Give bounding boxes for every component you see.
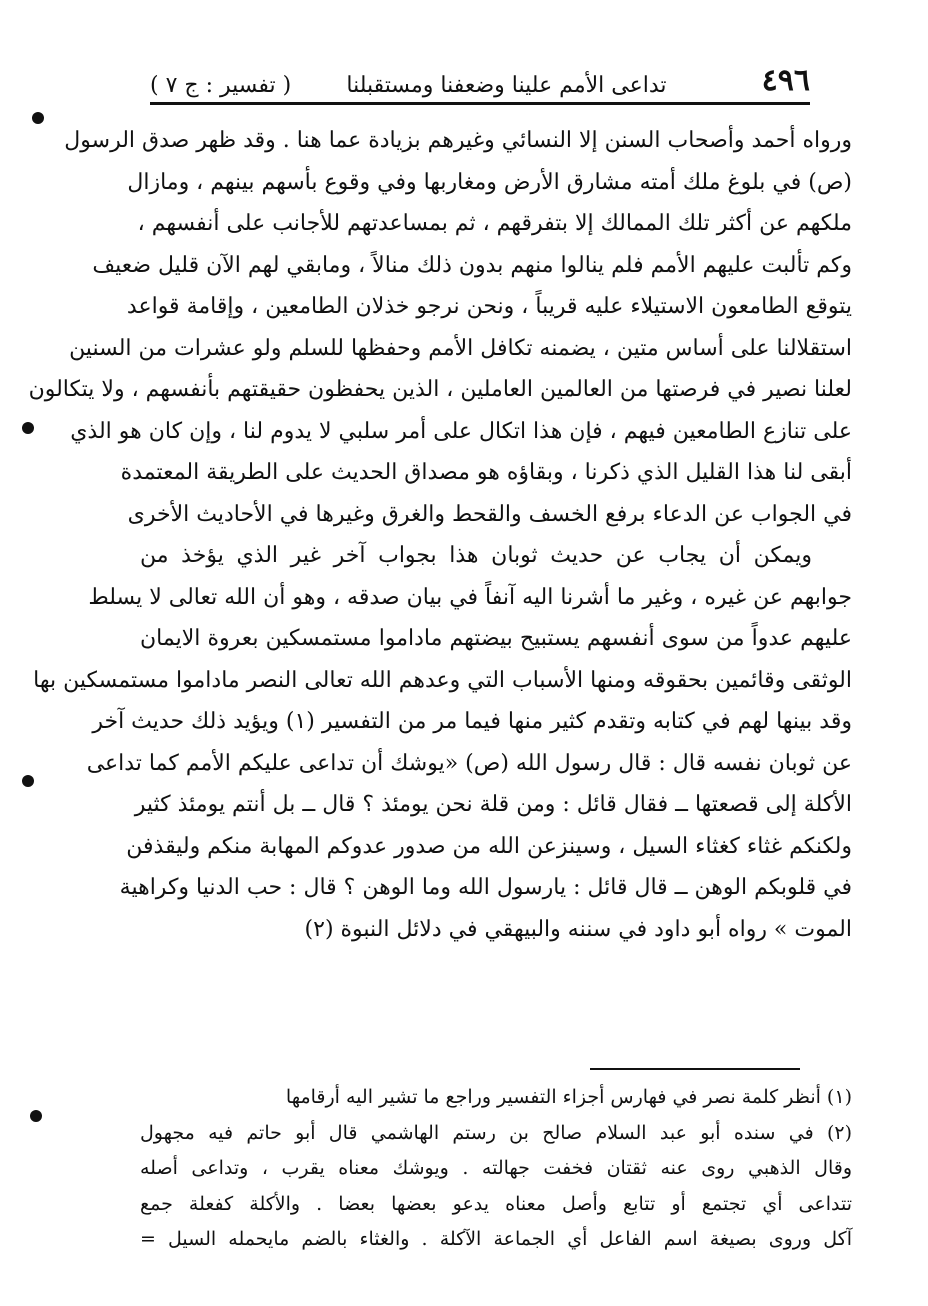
scan-hole-mark [22,775,34,787]
footnote-line: وقال الذهبي روى عنه ثقتان فخفت جهالته . ويوشك معناه يقرب ، وتداعى أصله [140,1157,852,1179]
body-line: ويمكن أن يجاب عن حديث ثوبان هذا بجواب آخر غير الذي يؤخذ من [140,543,812,568]
body-line: في الجواب عن الدعاء برفع الخسف والقحط والغرق وغيرها في الأحاديث الأخرى [127,501,852,527]
footnotes [140,1080,852,1258]
page-number: ٤٩٦ [761,63,810,98]
body-line: ورواه أحمد وأصحاب السنن إلا النسائي وغيرهم بزيادة عما هنا . وقد ظهر صدق الرسول [64,128,852,153]
body-line: جوابهم عن غيره ، وغير ما أشرنا اليه آنفاً في بيان صدقه ، وهو أن الله تعالى لا يسلط [88,584,852,610]
scan-hole-mark [32,112,44,124]
body-line: استقلالنا على أساس متين ، يضمنه تكافل الأمم وحفظها للسلم ولو عشرات من السنين [69,335,852,361]
body-line: عن ثوبان نفسه قال : قال رسول الله (ص) «يوشك أن تداعى عليكم الأمم كما تداعى [86,750,852,776]
body-line: على تنازع الطامعين فيهم ، فإن هذا اتكال على أمر سلبي لا يدوم لنا ، وإن كان هو الذي [70,418,852,444]
footnote-line: (١) أنظر كلمة نصر في فهارس أجزاء التفسير وراجع ما تشير اليه أرقامها [285,1086,852,1108]
body-line: الأكلة إلى قصعتها ــ فقال قائل : ومن قلة نحن يومئذ ؟ قال ــ بل أنتم يومئذ كثير [134,792,852,817]
body-line: ولكنكم غثاء كغثاء السيل ، وسينزعن الله من صدور عدوكم المهابة منكم وليقذفن [126,833,852,859]
volume-label: ( تفسير : ج ٧ ) [150,73,292,98]
page-header [150,52,810,105]
body-line: أبقى لنا هذا القليل الذي ذكرنا ، وبقاؤه هو مصداق الحديث على الطريقة المعتمدة [120,460,852,485]
footnote-divider [590,1068,800,1070]
running-title: تداعى الأمم علينا وضعفنا ومستقبلنا [346,73,667,98]
footnote-line: آكل وروى بصيغة اسم الفاعل أي الجماعة الآكلة . والغثاء بالضم مايحمله السيل = [140,1228,852,1250]
scan-hole-mark [30,1110,42,1122]
body-line: (ص) في بلوغ ملك أمته مشارق الأرض ومغاربها وفي وقوع بأسهم بينهم ، ومازال [127,169,852,195]
body-line: في قلوبكم الوهن ــ قال قائل : يارسول الله وما الوهن ؟ قال : حب الدنيا وكراهية [119,875,852,900]
body-line: لعلنا نصير في فرصتها من العالمين العاملين ، الذين يحفظون حقيقتهم بأنفسهم ، ولا يتكالون [28,377,852,402]
body-line: ملكهم عن أكثر تلك الممالك إلا بتفرقهم ، ثم بمساعدتهم للأجانب على أنفسهم ، [137,211,852,236]
body-line: وقد بينها لهم في كتابه وتقدم كثير منها فيما مر من التفسير (١) ويؤيد ذلك حديث آخر [92,709,852,734]
scan-hole-mark [22,422,34,434]
body-line: عليهم عدواً من سوى أنفسهم يستبيح بيضتهم ماداموا مستمسكين بعروة الايمان [140,626,852,651]
body-line: الموت » رواه أبو داود في سننه والبيهقي في دلائل النبوة (٢) [304,916,852,942]
body-line: وكم تألبت عليهم الأمم فلم ينالوا منهم بدون ذلك منالاً ، ومابقي لهم الآن قليل ضعيف [92,252,852,278]
footnote-line: تتداعى أي تجتمع أو تتابع وأصل معناه يدعو بعضها بعضا . والأكلة كفعلة جمع [140,1192,852,1215]
body-line: يتوقع الطامعون الاستيلاء عليه قريباً ، ونحن نرجو خذلان الطامعين ، وإقامة قواعد [126,294,852,319]
body-line: الوثقى وقائمين بحقوقه ومنها الأسباب التي وعدهم الله تعالى النصر ماداموا مستمسكين بها [33,667,852,693]
footnote-line: (٢) في سنده أبو عبد السلام صالح بن رستم الهاشمي قال أبو حاتم فيه مجهول [140,1121,852,1144]
body-text [28,120,852,950]
